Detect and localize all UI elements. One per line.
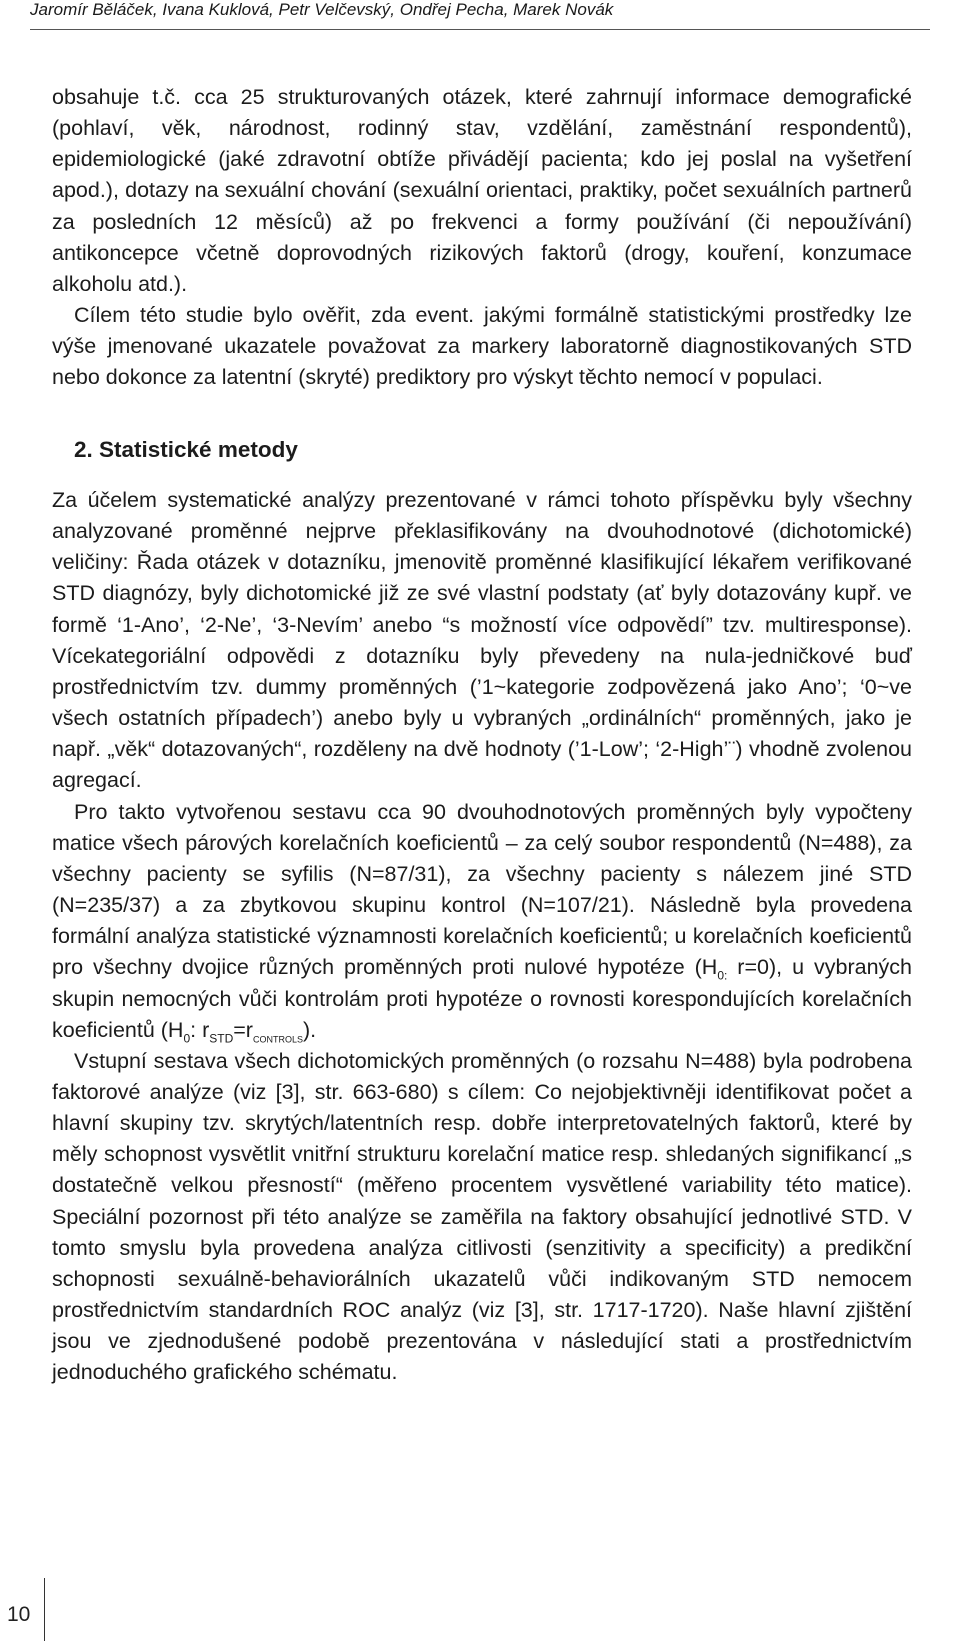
statistics-paragraph-1: Za účelem systematické analýzy prezentované v rámci tohoto příspěvku byly všechny analyzované proměnné nejprve překlasifikovány na dvouhodnotové (dichotomické) veličiny: Řada otázek v dotazníku, jmenovitě proměnné klasifikující lékařem verifikované STD diagnózy, byly dichotomické již ze své vlastní podstaty (ať byly dotazovány kupř. ve formě ‘1-Ano’, ‘2-Ne’, ‘3-Nevím’ anebo “s možností více odpovědí” tzv. multiresponse). Vícekategoriální odpovědi z dotazníku byly převedeny na nula-jedničkové buď prostřednictvím tzv. dummy proměnných (’1~kategorie zodpovězená jako Ano’; ‘0~ve všech ostatních případech’) anebo byly u vybraných „ordinálních“ proměnných, jako je např. „věk“ dotazovaných“, rozděleny na dvě hodnoty (’1-Low’; ‘2-High’¨) vhodně zvolenou agregací. <box>52 488 912 793</box>
running-header <box>0 0 960 30</box>
intro-section <box>52 82 912 394</box>
intro-paragraph-2: Cílem této studie bylo ověřit, zda event. jakými formálně statistickými prostředky lze výše jmenované ukazatele považovat za markery laboratorně diagnostikovaných STD nebo dokonce za latentní (skryté) prediktory pro výskyt těchto nemocí v populaci. <box>52 303 912 390</box>
subscript: 0: <box>717 968 728 983</box>
header-authors: Jaromír Běláček, Ivana Kuklová, Petr Velčevský, Ondřej Pecha, Marek Novák <box>30 0 614 19</box>
intro-paragraph-1: obsahuje t.č. cca 25 strukturovaných otázek, které zahrnují informace demografické (pohlaví, věk, národnost, rodinný stav, vzdělání, zaměstnání respondentů), epidemiologické (jaké zdravotní obtíže přivádějí pacienta; kdo jej poslal na vyšetření apod.), dotazy na sexuální chování (sexuální orientaci, praktiky, počet sexuálních partnerů za posledních 12 měsíců) až po frekvenci a formy používání (či nepoužívání) antikoncepce včetně doprovodných rizikových faktorů (drogy, kouření, konzumace alkoholu atd.). <box>52 85 912 296</box>
page-side-rule <box>44 1578 45 1641</box>
text-run: ). <box>302 1017 317 1042</box>
text-run: : r <box>190 1017 210 1042</box>
text-run: =r <box>233 1017 253 1042</box>
text-run: Pro takto vytvořenou sestavu cca 90 dvouhodnotových proměnných byly vypočteny matice všech párových korelačních koeficientů – za celý soubor respondentů (N=488), za všechny pacienty se syfilis (N=87/31), za všechny pacienty s nálezem jiné STD (N=235/37) a za zbytkovou skupinu kontrol (N=107/21). Následně byla provedena formální analýza statistické významnosti korelačních koeficientů; u korelačních koeficientů pro všechny dvojice různých proměnných proti nulové hypotéze (H <box>52 799 912 980</box>
subscript: STD <box>209 1030 234 1045</box>
statistics-section <box>52 485 912 1389</box>
header-rule <box>30 29 930 30</box>
text-run: r=0), u vybraných skupin nemocných vůči kontrolám proti hypotéze o rovnosti korespondujících korelačních koeficientů (H <box>52 955 912 1042</box>
section-heading: 2. Statistické metody <box>74 437 298 462</box>
page-number: 10 <box>7 1603 31 1626</box>
subscript: CONTROLS <box>252 1033 303 1044</box>
subscript: 0 <box>183 1030 191 1045</box>
statistics-paragraph-2 <box>52 797 912 1046</box>
statistics-paragraph-3: Vstupní sestava všech dichotomických proměnných (o rozsahu N=488) byla podrobena faktorové analýze (viz [3], str. 663-680) s cílem: Co nejobjektivněji identifikovat počet a hlavní skupiny tzv. skrytých/latentních resp. dobře interpretovatelných faktorů, které by měly schopnost vysvětlit vnitřní strukturu korelační matice resp. shledaných signifikancí „s dostatečně velkou přesností“ (měřeno procentem vysvětlené variability této matice). Speciální pozornost při této analýze se zaměřila na faktory obsahující jednotlivé STD. V tomto smyslu byla provedena analýza citlivosti (senzitivity a specificity) a predikční schopnosti sexuálně-behaviorálních ukazatelů vůči indikovaným STD nemocem prostřednictvím standardních ROC analýz (viz [3], str. 1717-1720). Naše hlavní zjištění jsou ve zjednodušené podobě prezentována v následující stati a prostřednictvím jednoduchého grafického schématu. <box>52 1048 912 1385</box>
